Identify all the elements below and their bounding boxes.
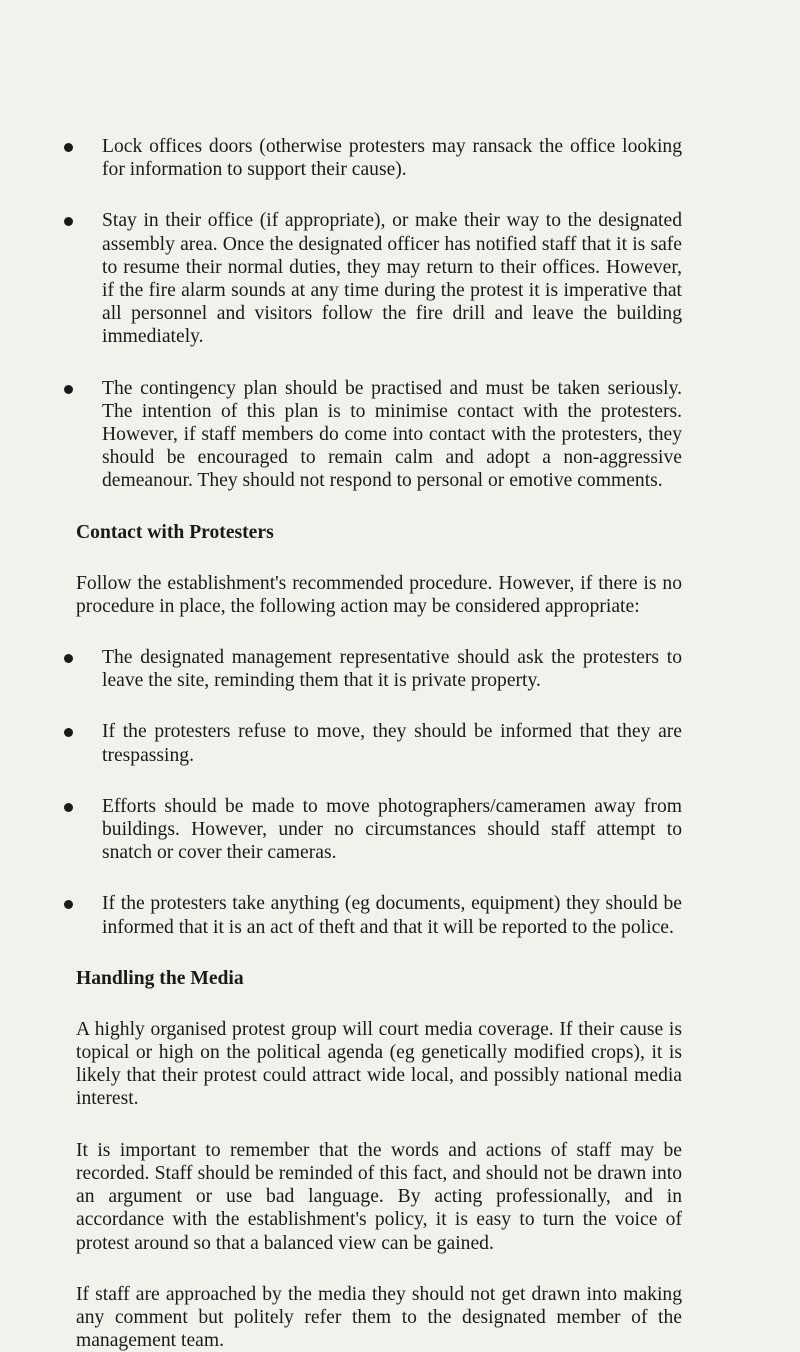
list-item: If the protesters refuse to move, they should be informed that they are trespassing. <box>76 720 682 766</box>
media-paragraph: If staff are approached by the media they should not get drawn into making any comment but politely refer them to the designated member of the management team. <box>76 1283 682 1352</box>
list-item: Efforts should be made to move photographers/cameramen away from buildings. However, under no circumstances should staff attempt to snatch or cover their cameras. <box>76 795 682 865</box>
list-item: Stay in their office (if appropriate), or make their way to the designated assembly area. Once the designated officer has notified staff that it is safe to resume their normal duties, they may return to their offices. However, if the fire alarm sounds at any time during the protest it is imperative that all personnel and visitors follow the fire drill and leave the building immediately. <box>76 209 682 348</box>
list-item: Lock offices doors (otherwise protesters may ransack the office looking for information to support their cause). <box>76 135 682 181</box>
list-item: The contingency plan should be practised and must be taken seriously. The intention of this plan is to minimise contact with the protesters. However, if staff members do come into contact with the protesters, they should be encouraged to remain calm and adopt a non-aggressive demeanour. They should not respond to personal or emotive comments. <box>76 377 682 493</box>
contact-intro: Follow the establishment's recommended procedure. However, if there is no procedure in place, the following action may be considered appropriate: <box>76 572 682 617</box>
section-heading-contact: Contact with Protesters <box>76 521 274 543</box>
media-paragraph: A highly organised protest group will court media coverage. If their cause is topical or high on the political agenda (eg genetically modified crops), it is likely that their protest could attract wide local, and possibly national media interest. <box>76 1018 682 1110</box>
list-item: If the protesters take anything (eg documents, equipment) they should be informed that it is an act of theft and that it will be reported to the police. <box>76 892 682 938</box>
top-bullet-list <box>76 135 682 493</box>
section-heading-media: Handling the Media <box>76 967 244 989</box>
contact-bullet-list <box>76 646 682 939</box>
media-paragraph: It is important to remember that the words and actions of staff may be recorded. Staff should be reminded of this fact, and should not be drawn into an argument or use bad language. By acting professionally, and in accordance with the establishment's policy, it is easy to turn the voice of protest around so that a balanced view can be gained. <box>76 1139 682 1254</box>
list-item: The designated management representative should ask the protesters to leave the site, reminding them that it is private property. <box>76 646 682 692</box>
